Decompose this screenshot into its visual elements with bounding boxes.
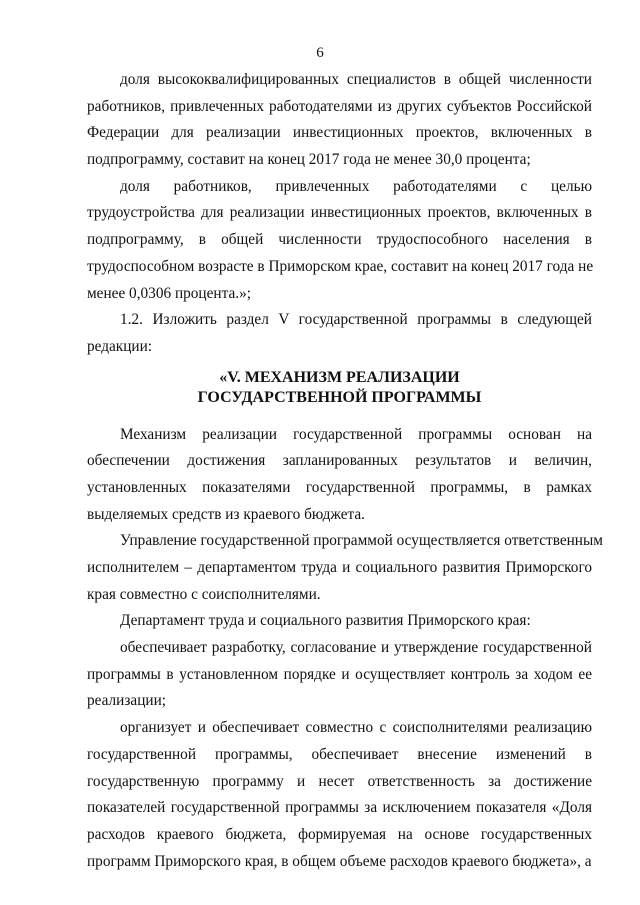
paragraph <box>87 174 592 307</box>
paragraph <box>87 635 592 715</box>
text-line: организует и обеспечивает совместно с соисполнителями реализацию <box>120 719 592 737</box>
text-line: трудоспособном возрасте в Приморском крае, составит на конец 2017 года не <box>87 257 594 275</box>
text-line: Федерации для реализации инвестиционных проектов, включенных в <box>87 124 592 142</box>
text-line: обеспечении достижения запланированных результатов и величин, <box>87 452 592 470</box>
document-body <box>87 67 603 875</box>
text-line: Управление государственной программой осуществляется ответственным <box>120 532 603 550</box>
text-line: доля высококвалифицированных специалистов в общей численности <box>120 71 592 88</box>
paragraph <box>87 67 592 174</box>
paragraph <box>87 715 592 875</box>
text-line: установленных показателями государственной программы, в рамках <box>87 478 592 496</box>
text-line: доля работников, привлеченных работодателями с целью <box>120 177 592 195</box>
text-line: менее 0,0306 процента.»; <box>87 284 251 302</box>
text-line: подпрограмму, составит на конец 2017 года не менее 30,0 процента; <box>87 151 531 169</box>
paragraph <box>87 422 592 529</box>
text-line: края совместно с соисполнителями. <box>87 585 321 603</box>
paragraphs-after <box>87 422 603 876</box>
text-line: расходов краевого бюджета, формируемая на основе государственных <box>87 825 592 843</box>
paragraph <box>87 608 592 635</box>
text-line: реализации; <box>87 692 167 710</box>
paragraph <box>87 528 603 608</box>
text-line: государственной программы, обеспечивает внесение изменений в <box>87 745 592 763</box>
paragraph <box>87 307 592 360</box>
text-line: Департамент труда и социального развития Приморского края: <box>120 612 531 630</box>
text-line: редакции: <box>87 337 153 355</box>
page-number: 6 <box>316 45 324 61</box>
section-heading-line-2: ГОСУДАРСТВЕННОЙ ПРОГРАММЫ <box>197 388 482 406</box>
text-line: программ Приморского края, в общем объеме расходов краевого бюджета», а <box>87 852 592 870</box>
text-line: программы в установленном порядке и осуществляет контроль за ходом ее <box>87 665 592 683</box>
section-heading-line-1: «V. МЕХАНИЗМ РЕАЛИЗАЦИИ <box>219 368 460 386</box>
text-line: Механизм реализации государственной программы основан на <box>120 425 592 443</box>
text-line: работников, привлеченных работодателями из других субъектов Российской <box>87 97 592 115</box>
section-heading <box>87 368 592 408</box>
text-line: трудоустройства для реализации инвестиционных проектов, включенных в <box>87 204 592 222</box>
text-line: подпрограмму, в общей численности трудоспособного населения в <box>87 231 592 249</box>
paragraphs-before <box>87 67 592 361</box>
text-line: обеспечивает разработку, согласование и утверждение государственной <box>120 639 592 657</box>
text-line: показателей государственной программы за исключением показателя «Доля <box>87 799 592 817</box>
text-line: государственную программу и несет ответственность за достижение <box>87 772 592 790</box>
text-line: исполнителем – департаментом труда и социального развития Приморского <box>87 559 592 576</box>
text-line: 1.2. Изложить раздел V государственной программы в следующей <box>120 311 592 329</box>
text-line: выделяемых средств из краевого бюджета. <box>87 505 365 523</box>
